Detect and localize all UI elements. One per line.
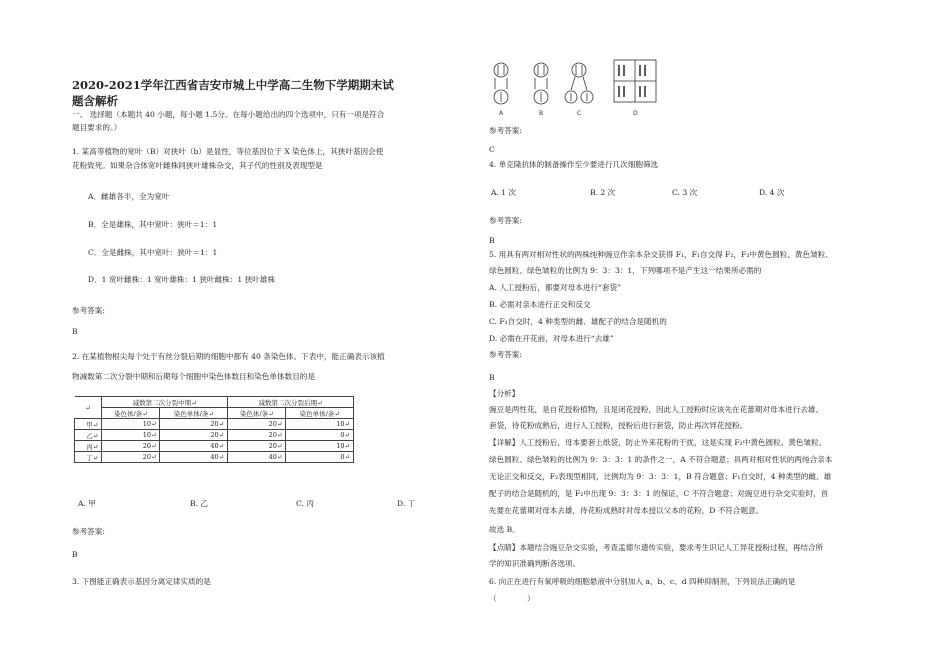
q4-answer: B bbox=[489, 236, 495, 245]
table-sub-chromatid: 染色单体/条↵ bbox=[160, 408, 228, 419]
q2-answer-label: 参考答案: bbox=[72, 527, 105, 536]
table-row bbox=[75, 430, 354, 441]
table-cell: 40↵ bbox=[160, 452, 228, 463]
table-sub-chromosome: 染色体/条↵ bbox=[228, 408, 286, 419]
doc-title-line2: 题含解析 bbox=[72, 94, 118, 108]
q1-stem-line1: 1. 某高等植物的宽叶（B）对狭叶（b）是显性，等位基因位于 X 染色体上，其狭叶基因会使 bbox=[72, 147, 384, 156]
q5-tip-line1: 【点睛】本题结合豌豆杂交实验，考查孟德尔遗传实验，要求考生识记人工异花授粉过程，再结合所 bbox=[489, 543, 824, 552]
q5-answer-label: 参考答案: bbox=[489, 350, 522, 359]
figure-label-d: D bbox=[633, 110, 638, 117]
table-row bbox=[75, 419, 354, 430]
table-sub-chromatid: 染色单体/条↵ bbox=[286, 408, 354, 419]
q5-detail-line5: 先要在花蕾期对母本去雄，待花粉成熟时对母本授以父本的花粉，D 不符合题意。 bbox=[489, 506, 764, 515]
q5-stem-line1: 5. 用具有两对相对性状的两株纯种豌豆作亲本杂交获得 F₁，F₁自交得 F₂，F₂中黄色圆粒、黄色皱粒、 bbox=[489, 250, 833, 259]
q2-option-b: B. 乙 bbox=[190, 499, 209, 508]
q1-option-d: D．1 宽叶雌株：1 宽叶雄株：1 狭叶雌株：1 狭叶雄株 bbox=[88, 275, 275, 284]
figure-option-a bbox=[494, 63, 508, 104]
q2-option-c: C. 丙 bbox=[296, 499, 314, 508]
table-cell: 20↵ bbox=[102, 452, 160, 463]
q5-detail-line1: 【详解】人工授粉后，母本要套上纸袋，防止外来花粉的干扰，这是实现 F₂中黄色圆粒、黄色皱粒、 bbox=[489, 438, 827, 447]
q1-answer: B bbox=[72, 327, 78, 336]
table-row-label: 丁↵ bbox=[75, 452, 102, 463]
table-cell: 40↵ bbox=[228, 452, 286, 463]
q1-answer-label: 参考答案: bbox=[72, 306, 105, 315]
q4-option-a: A. 1 次 bbox=[491, 188, 517, 197]
figure-label-b: B bbox=[539, 110, 544, 117]
table-sub-chromosome: 染色体/条↵ bbox=[102, 408, 160, 419]
q2-option-d: D. 丁 bbox=[397, 499, 416, 508]
table-row-label: 丙↵ bbox=[75, 441, 102, 452]
q1-option-c: C．全是雌株，其中宽叶：狭叶＝1：1 bbox=[88, 248, 218, 257]
q6-stem-line1: 6. 向正在进行有氧呼吸的细胞悬液中分别加入 a、b、c、d 四种抑制剂，下列说法正确的是 bbox=[489, 577, 796, 586]
q3-answer: C bbox=[489, 145, 495, 154]
table-cell: 10↵ bbox=[102, 419, 160, 430]
q1-option-b: B．全是雄株，其中宽叶：狭叶＝1：1 bbox=[88, 220, 218, 229]
q5-tip-line2: 学的知识准确判断各选项。 bbox=[489, 559, 581, 568]
q5-conclusion: 故选 B。 bbox=[489, 525, 520, 534]
section-instruction-line2: 题目要求的。） bbox=[72, 123, 122, 132]
q1-stem-line2: 花粉致死。如果杂合体宽叶雌株同狭叶雄株杂交，其子代的性别及表现型是 bbox=[72, 161, 323, 170]
q6-stem-line2: （ ） bbox=[489, 594, 535, 603]
q3-figure bbox=[489, 56, 669, 118]
q4-stem: 4. 单克隆抗体的制备操作至少要进行几次细胞筛选 bbox=[489, 160, 659, 169]
q2-option-a: A. 甲 bbox=[78, 499, 96, 508]
figure-label-a: A bbox=[499, 110, 504, 117]
q5-analysis-line1: 豌豆是两性花，是自花授粉植物，且是闭花授粉，因此人工授粉时应该先在花蕾期对母本进行去雄、 bbox=[489, 405, 824, 414]
q4-option-c: C. 3 次 bbox=[672, 188, 698, 197]
q2-stem-line1: 2. 在某植物根尖每个处于有丝分裂后期的细胞中都有 40 条染色体。下表中，能正确表示该植 bbox=[72, 352, 385, 361]
q5-option-a: A. 人工授粉后，都要对母本进行“套袋” bbox=[489, 283, 621, 292]
table-corner-cell: ↵ bbox=[75, 397, 102, 419]
figure-option-c bbox=[565, 63, 593, 103]
doc-title-line1: 2020-2021学年江西省吉安市城上中学高二生物下学期期末试 bbox=[72, 78, 394, 92]
table-cell: 20↵ bbox=[160, 430, 228, 441]
table-header-mid: 减数第二次分裂中期↵ bbox=[102, 397, 228, 408]
figure-label-c: C bbox=[577, 110, 582, 117]
q5-detail-line3: 无论正交和反交，F₂表现型相同，比例均为 9：3：3：1，B 符合题意；F₁自交时，4 种类型的雌、雄 bbox=[489, 472, 832, 481]
table-cell: 40↵ bbox=[160, 441, 228, 452]
table-cell: 10↵ bbox=[102, 430, 160, 441]
q2-data-table bbox=[74, 396, 354, 463]
table-cell: 10↵ bbox=[286, 419, 354, 430]
q5-option-d: D. 必需在开花前，对母本进行“去雄” bbox=[489, 334, 614, 343]
table-cell: 0↵ bbox=[286, 452, 354, 463]
table-cell: 20↵ bbox=[102, 441, 160, 452]
q5-option-c: C. F₁自交时，4 种类型的雌、雄配子的结合是随机的 bbox=[489, 317, 667, 326]
q5-stem-line2: 绿色圆粒、绿色皱粒的比例为 9：3：3：1，下列哪项不是产生这一结果所必需的 bbox=[489, 266, 762, 275]
q2-stem-line2: 物减数第二次分裂中期和后期每个细胞中染色体数目和染色单体数目的是 bbox=[72, 372, 315, 381]
figure-option-d bbox=[614, 60, 656, 102]
q4-option-b: B. 2 次 bbox=[590, 188, 616, 197]
q4-answer-label: 参考答案: bbox=[489, 216, 522, 225]
q3-stem: 3. 下图能正确表示基因分离定律实质的是 bbox=[72, 577, 211, 586]
section-instruction-line1: 一、 选择题（本题共 40 小题，每小题 1.5分。在每小题给出的四个选项中，只有一项是符合 bbox=[72, 110, 385, 119]
table-row-label: 甲↵ bbox=[75, 419, 102, 430]
table-cell: 20↵ bbox=[228, 430, 286, 441]
table-row-label: 乙↵ bbox=[75, 430, 102, 441]
q5-analysis-title: 【分析】 bbox=[489, 389, 520, 398]
table-cell: 20↵ bbox=[228, 419, 286, 430]
table-cell: 20↵ bbox=[228, 441, 286, 452]
q3-answer-label: 参考答案: bbox=[489, 126, 522, 135]
table-row bbox=[75, 441, 354, 452]
q5-detail-line2: 绿色圆粒、绿色皱粒的比例为 9：3：3：1 的条件之一，A 不符合题意；具两对相对性状的两纯合亲本 bbox=[489, 455, 833, 464]
table-subheader-row bbox=[75, 408, 354, 419]
table-row bbox=[75, 452, 354, 463]
q5-option-b: B. 必需对亲本进行正交和反交 bbox=[489, 300, 591, 309]
table-cell: 20↵ bbox=[160, 419, 228, 430]
q5-answer: B bbox=[489, 373, 495, 382]
table-cell: 0↵ bbox=[286, 430, 354, 441]
table-header-row bbox=[75, 397, 354, 408]
figure-option-b bbox=[534, 63, 548, 104]
q1-option-a: A．雌雄各半，全为宽叶 bbox=[88, 192, 170, 201]
q4-option-d: D. 4 次 bbox=[759, 188, 785, 197]
q5-analysis-line2: 套袋，待花粉成熟后，进行人工授粉，授粉后进行套袋，防止再次异花授粉。 bbox=[489, 421, 748, 430]
q2-answer: B bbox=[72, 550, 78, 559]
table-header-late: 减数第二次分裂后期↵ bbox=[228, 397, 354, 408]
q5-detail-line4: 配子的结合是随机的，是 F₂中出现 9：3：3：1 的保证，C 不符合题意；对豌豆进行杂交实验时，首 bbox=[489, 489, 829, 498]
table-cell: 10↵ bbox=[286, 441, 354, 452]
